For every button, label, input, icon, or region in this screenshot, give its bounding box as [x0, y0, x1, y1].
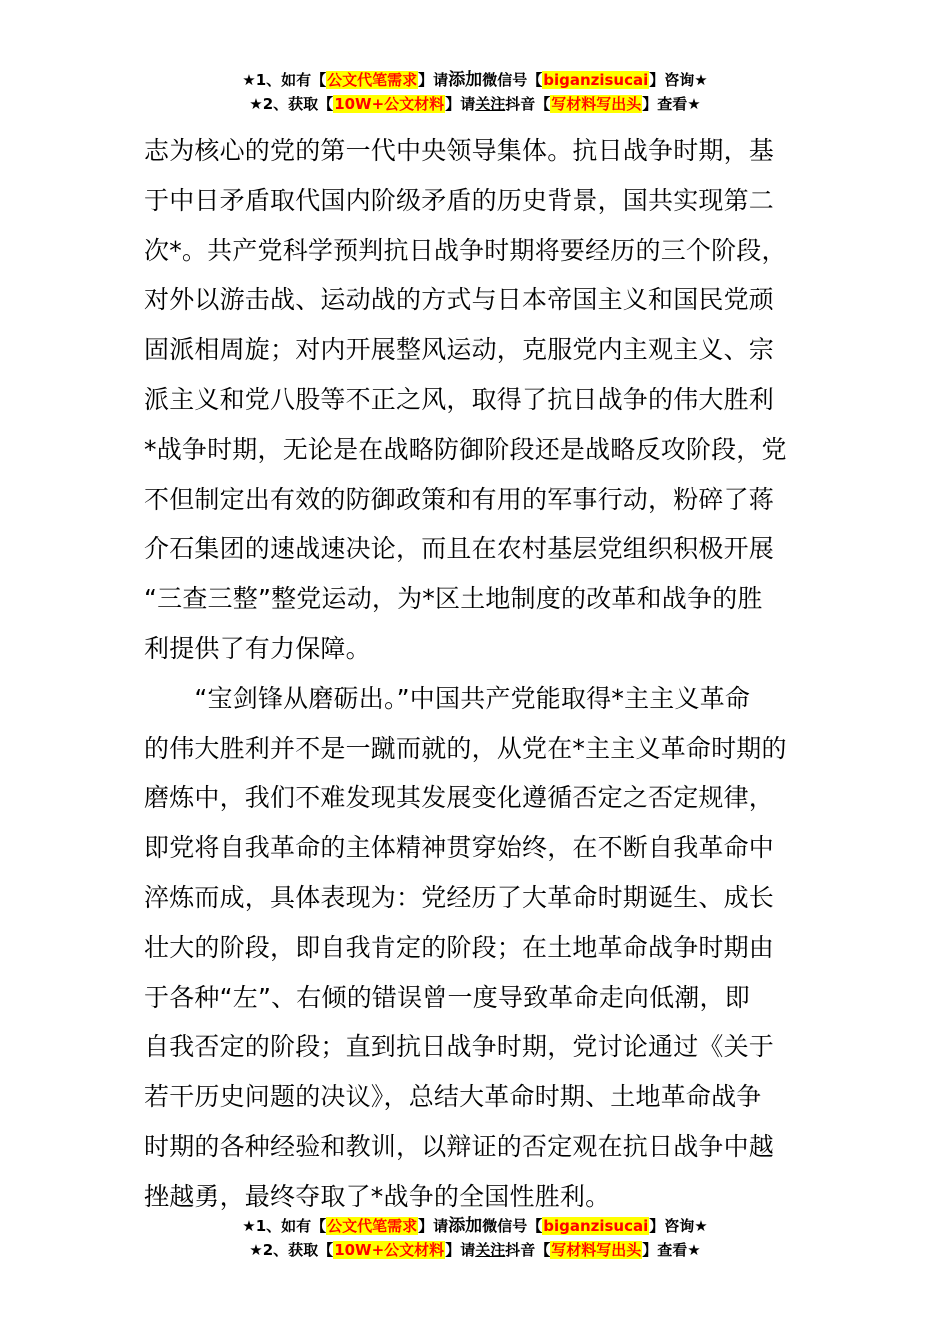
paragraph-start-line: “宝剑锋从磨砺出。”中国共产党能取得*主主义革命 [144, 683, 751, 713]
text-line: 壮大的阶段，即自我肯定的阶段；在土地革命战争时期由 [144, 932, 775, 962]
text-line: “三查三整”整党运动，为*区土地制度的改革和战争的胜 [144, 584, 763, 614]
highlight-douyin-id: 写材料写出头 [551, 95, 642, 113]
text-line: 若干历史问题的决议》，总结大革命时期、土地革命战争 [144, 1082, 762, 1112]
text-line: 对外以游击战、运动战的方式与日本帝国主义和国民党顽 [144, 285, 775, 315]
highlight-service: 公文代笔需求 [327, 1217, 418, 1235]
highlight-materials: 10W+公文材料 [334, 1241, 445, 1259]
text-line: 挫越勇，最终夺取了*战争的全国性胜利。 [144, 1181, 611, 1211]
text-line: 利提供了有力保障。 [144, 633, 371, 663]
text-line: 派主义和党八股等不正之风，取得了抗日战争的伟大胜利 [144, 384, 775, 414]
ad-line-2: ★2、获取【10W+公文材料】请关注抖音【写材料写出头】查看★ [249, 95, 701, 113]
text-line: 的伟大胜利并不是一蹴而就的，从党在*主主义革命时期的 [144, 733, 787, 763]
highlight-service: 公文代笔需求 [327, 71, 418, 89]
ad-line-1: ★1、如有【公文代笔需求】请添加微信号【biganzisucai】咨询★ [242, 1216, 708, 1236]
text-line: 固派相周旋；对内开展整风运动，克服党内主观主义、宗 [144, 335, 775, 365]
text-line: 介石集团的速战速决论，而且在农村基层党组织积极开展 [144, 534, 775, 564]
ad-line-1: ★1、如有【公文代笔需求】请添加微信号【biganzisucai】咨询★ [242, 70, 708, 90]
text-line: 即党将自我革命的主体精神贯穿始终，在不断自我革命中 [144, 833, 775, 863]
text-line: *战争时期，无论是在战略防御阶段还是战略反攻阶段，党 [144, 434, 787, 464]
body-text [144, 126, 824, 1222]
text-line: 时期的各种经验和教训，以辩证的否定观在抗日战争中越 [144, 1131, 775, 1161]
text-line: 自我否定的阶段；直到抗日战争时期，党讨论通过《关于 [144, 1032, 775, 1062]
text-line: 不但制定出有效的防御政策和有用的军事行动，粉碎了蒋 [144, 484, 775, 514]
highlight-wechat-id: biganzisucai [543, 71, 649, 89]
ad-line-2: ★2、获取【10W+公文材料】请关注抖音【写材料写出头】查看★ [249, 1241, 701, 1259]
header-ad-banner [0, 68, 950, 116]
highlight-wechat-id: biganzisucai [543, 1217, 649, 1235]
text-line: 志为核心的党的第一代中央领导集体。抗日战争时期，基 [144, 136, 775, 165]
text-line: 于各种“左”、右倾的错误曾一度导致革命走向低潮，即 [144, 982, 750, 1012]
text-line: 磨炼中，我们不难发现其发展变化遵循否定之否定规律， [144, 783, 775, 813]
footer-ad-banner [0, 1214, 950, 1262]
text-line: 淬炼而成，具体表现为：党经历了大革命时期诞生、成长 [144, 882, 775, 912]
text-line: 于中日矛盾取代国内阶级矛盾的历史背景，国共实现第二 [144, 185, 775, 215]
highlight-materials: 10W+公文材料 [334, 95, 445, 113]
text-line: 次*。共产党科学预判抗日战争时期将要经历的三个阶段， [144, 235, 787, 265]
highlight-douyin-id: 写材料写出头 [551, 1241, 642, 1259]
